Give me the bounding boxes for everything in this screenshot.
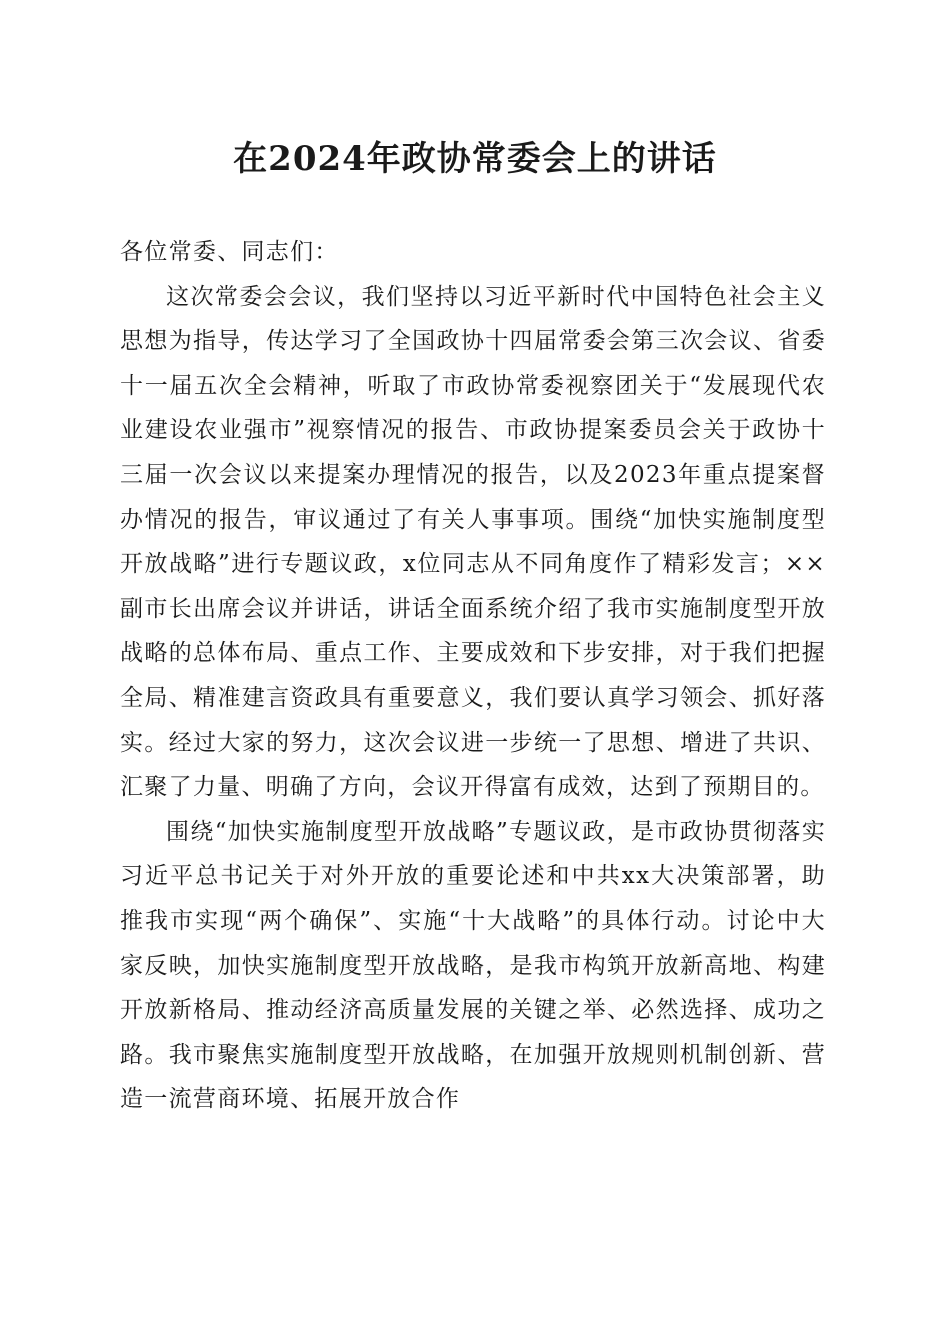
paragraph-2: 围绕“加快实施制度型开放战略”专题议政，是市政协贯彻落实习近平总书记关于对外开放的重要论述和中共xx大决策部署，助推我市实现“两个确保”、实施“十大战略”的具体行动。讨论中大家反映，加快实施制度型开放战略，是我市构筑开放新高地、构建开放新格局、推动经济高质量发展的关键之举、必然选择、成功之路。我市聚焦实施制度型开放战略，在加强开放规则机制创新、营造一流营商环境、拓展开放合作 [120,818,826,1113]
salutation: 各位常委、同志们： [120,239,339,265]
document-title: 在2024年政协常委会上的讲话 [233,139,717,179]
paragraph-1: 这次常委会会议，我们坚持以习近平新时代中国特色社会主义思想为指导，传达学习了全国政协十四届常委会第三次会议、省委十一届五次全会精神，听取了市政协常委视察团关于“发展现代农业建设农业强市”视察情况的报告、市政协提案委员会关于政协十三届一次会议以来提案办理情况的报告，以及2023年重点提案督办情况的报告，审议通过了有关人事事项。围绕“加快实施制度型开放战略”进行专题议政，x位同志从不同角度作了精彩发言；××副市长出席会议并讲话，讲话全面系统介绍了我市实施制度型开放战略的总体布局、重点工作、主要成效和下步安排，对于我们把握全局、精准建言资政具有重要意义，我们要认真学习领会、抓好落实。经过大家的努力，这次会议进一步统一了思想、增进了共识、汇聚了力量、明确了方向，会议开得富有成效，达到了预期目的。 [120,283,826,801]
document-body [120,230,826,1122]
